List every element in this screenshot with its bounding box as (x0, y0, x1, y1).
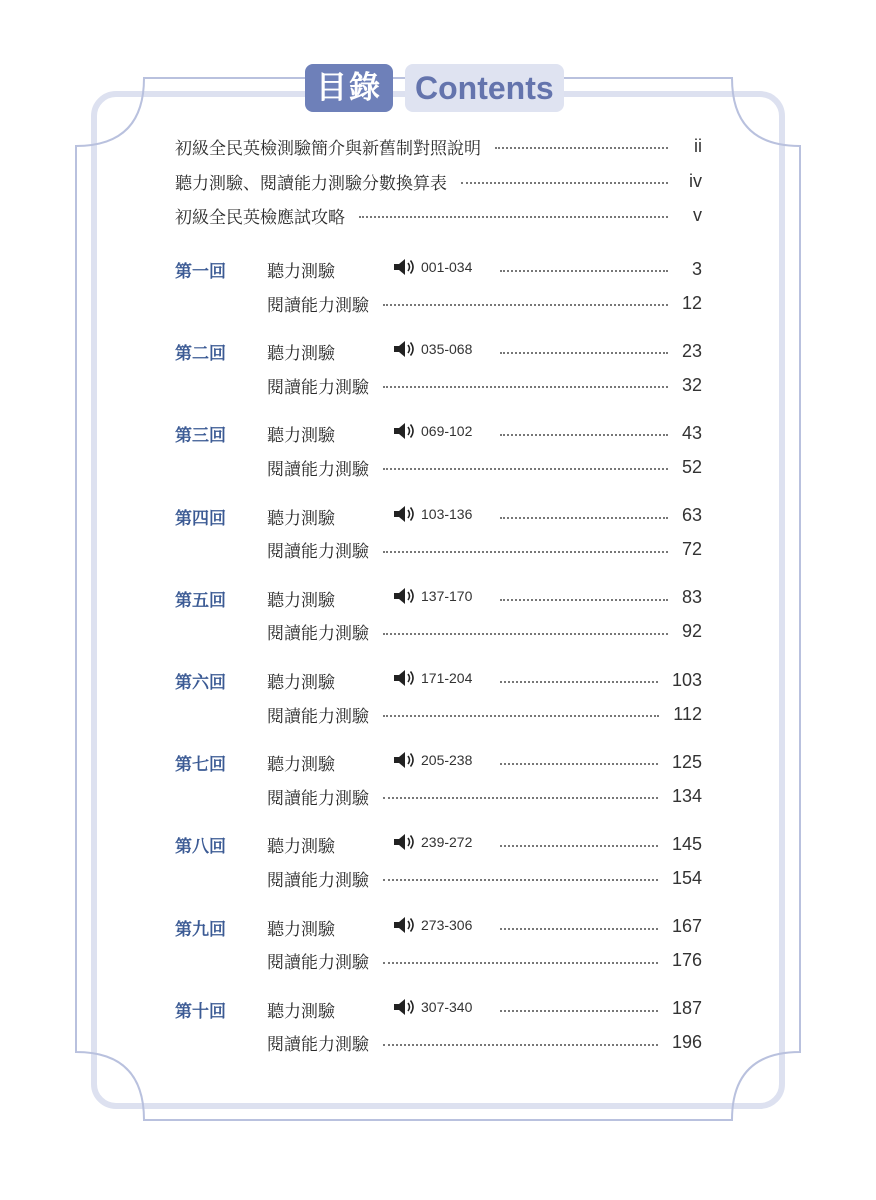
reading-label: 閱讀能力測驗 (267, 953, 369, 974)
reading-entry[interactable] (267, 290, 702, 316)
speaker-icon (393, 917, 417, 933)
round-label: 第九回 (175, 919, 226, 940)
toc-entry[interactable] (175, 168, 702, 194)
round-label: 第五回 (175, 590, 226, 611)
dot-leader (500, 845, 658, 847)
listening-entry[interactable] (500, 338, 702, 364)
audio-track[interactable] (393, 341, 472, 357)
listening-entry[interactable] (500, 503, 702, 529)
speaker-icon (393, 588, 417, 604)
audio-track[interactable] (393, 506, 472, 522)
speaker-icon (393, 834, 417, 850)
listening-entry[interactable] (500, 420, 702, 446)
listening-label[interactable]: 聽力測驗 (267, 344, 335, 365)
round-label: 第十回 (175, 1001, 226, 1022)
dot-leader (500, 517, 668, 519)
entry-page: ii (694, 135, 702, 156)
audio-track-range: 273-306 (421, 916, 473, 933)
listening-entry[interactable] (500, 996, 702, 1022)
dot-leader (383, 386, 668, 388)
dot-leader (500, 763, 658, 765)
dot-leader (383, 551, 668, 553)
reading-entry[interactable] (267, 619, 702, 645)
title-chinese: 目錄 (305, 64, 393, 112)
contents-title (305, 63, 564, 113)
reading-label: 閱讀能力測驗 (267, 1035, 369, 1056)
audio-track-range: 103-136 (421, 505, 473, 522)
dot-leader (500, 1010, 658, 1012)
listening-entry[interactable] (500, 749, 702, 775)
reading-label: 閱讀能力測驗 (267, 377, 369, 398)
reading-label: 閱讀能力測驗 (267, 459, 369, 480)
reading-entry[interactable] (267, 1030, 702, 1056)
dot-leader (383, 1044, 658, 1046)
reading-page: 52 (681, 456, 702, 477)
speaker-icon (393, 999, 417, 1015)
round-label: 第八回 (175, 837, 226, 858)
audio-track-range: 239-272 (421, 834, 473, 851)
dot-leader (383, 962, 658, 964)
audio-track[interactable] (393, 670, 472, 686)
reading-page: 92 (681, 621, 702, 642)
audio-track[interactable] (393, 999, 472, 1015)
speaker-icon (393, 423, 417, 439)
dot-leader (500, 599, 668, 601)
listening-label[interactable]: 聽力測驗 (267, 590, 335, 611)
reading-entry[interactable] (267, 537, 702, 563)
reading-label: 閱讀能力測驗 (267, 295, 369, 316)
audio-track[interactable] (393, 259, 472, 275)
listening-page: 103 (671, 669, 702, 690)
entry-label: 初級全民英檢應試攻略 (175, 207, 345, 228)
listening-label[interactable]: 聽力測驗 (267, 508, 335, 529)
listening-page: 187 (671, 998, 702, 1019)
speaker-icon (393, 670, 417, 686)
listening-entry[interactable] (500, 585, 702, 611)
listening-page: 3 (691, 258, 702, 279)
listening-page: 23 (681, 340, 702, 361)
listening-label[interactable]: 聽力測驗 (267, 1001, 335, 1022)
audio-track-range: 001-034 (421, 259, 473, 275)
listening-label[interactable]: 聽力測驗 (267, 755, 335, 776)
listening-label[interactable]: 聽力測驗 (267, 262, 335, 282)
toc-entry[interactable] (175, 133, 702, 159)
reading-label: 閱讀能力測驗 (267, 624, 369, 645)
toc-entry[interactable] (175, 202, 702, 228)
audio-track[interactable] (393, 588, 472, 604)
round-label: 第四回 (175, 508, 226, 529)
reading-page: 196 (671, 1032, 702, 1053)
dot-leader (461, 182, 668, 184)
listening-page: 63 (681, 505, 702, 526)
listening-page: 83 (681, 587, 702, 608)
listening-page: 125 (671, 751, 702, 772)
dot-leader (383, 879, 658, 881)
dot-leader (500, 270, 668, 272)
reading-entry[interactable] (267, 865, 702, 891)
audio-track-range: 035-068 (421, 341, 473, 358)
reading-label: 閱讀能力測驗 (267, 870, 369, 891)
audio-track[interactable] (393, 423, 472, 439)
dot-leader (500, 352, 668, 354)
round-label: 第一回 (175, 262, 226, 282)
speaker-icon (393, 341, 417, 357)
reading-label: 閱讀能力測驗 (267, 788, 369, 809)
dot-leader (383, 715, 659, 717)
listening-entry[interactable] (500, 831, 702, 857)
dot-leader (500, 928, 658, 930)
speaker-icon (393, 752, 417, 768)
dot-leader (500, 434, 668, 436)
listening-label[interactable]: 聽力測驗 (267, 673, 335, 693)
listening-entry[interactable] (500, 256, 702, 282)
round-label: 第三回 (175, 426, 226, 447)
dot-leader (383, 633, 668, 635)
audio-track-range: 137-170 (421, 587, 473, 604)
reading-entry[interactable] (267, 372, 702, 398)
listening-page: 167 (671, 916, 702, 937)
round-label: 第七回 (175, 755, 226, 776)
reading-page: 154 (671, 867, 702, 888)
audio-track-range: 171-204 (421, 670, 473, 686)
reading-page: 32 (681, 374, 702, 395)
audio-track[interactable] (393, 834, 472, 850)
audio-track[interactable] (393, 752, 472, 768)
listening-label[interactable]: 聽力測驗 (267, 919, 335, 940)
listening-page: 43 (681, 422, 702, 443)
reading-label: 閱讀能力測驗 (267, 706, 369, 727)
entry-page: iv (689, 170, 702, 191)
round-label: 第六回 (175, 673, 226, 693)
reading-entry[interactable] (267, 783, 702, 809)
audio-track-range: 205-238 (421, 752, 473, 769)
audio-track-range: 069-102 (421, 423, 473, 440)
listening-page: 145 (671, 833, 702, 854)
reading-entry[interactable] (267, 454, 702, 480)
entry-page: v (693, 204, 702, 225)
listening-entry[interactable] (500, 914, 702, 940)
audio-track[interactable] (393, 917, 472, 933)
entry-label: 聽力測驗、閱讀能力測驗分數換算表 (175, 173, 447, 194)
reading-label: 閱讀能力測驗 (267, 542, 369, 563)
round-label: 第二回 (175, 344, 226, 365)
listening-label[interactable]: 聽力測驗 (267, 837, 335, 858)
reading-entry[interactable] (267, 701, 702, 727)
reading-page: 134 (671, 785, 702, 806)
dot-leader (500, 681, 658, 683)
listening-entry[interactable] (500, 667, 702, 693)
entry-label: 初級全民英檢測驗簡介與新舊制對照說明 (175, 138, 481, 159)
dot-leader (359, 216, 668, 218)
dot-leader (383, 468, 668, 470)
speaker-icon (393, 506, 417, 522)
title-english: Contents (405, 64, 564, 112)
reading-entry[interactable] (267, 948, 702, 974)
audio-track-range: 307-340 (421, 998, 473, 1015)
listening-label[interactable]: 聽力測驗 (267, 426, 335, 447)
reading-page: 72 (681, 539, 702, 560)
dot-leader (495, 147, 668, 149)
dot-leader (383, 797, 658, 799)
reading-page: 176 (671, 950, 702, 971)
reading-page: 112 (673, 703, 702, 724)
dot-leader (383, 304, 668, 306)
speaker-icon (393, 259, 417, 275)
reading-page: 12 (681, 292, 702, 313)
